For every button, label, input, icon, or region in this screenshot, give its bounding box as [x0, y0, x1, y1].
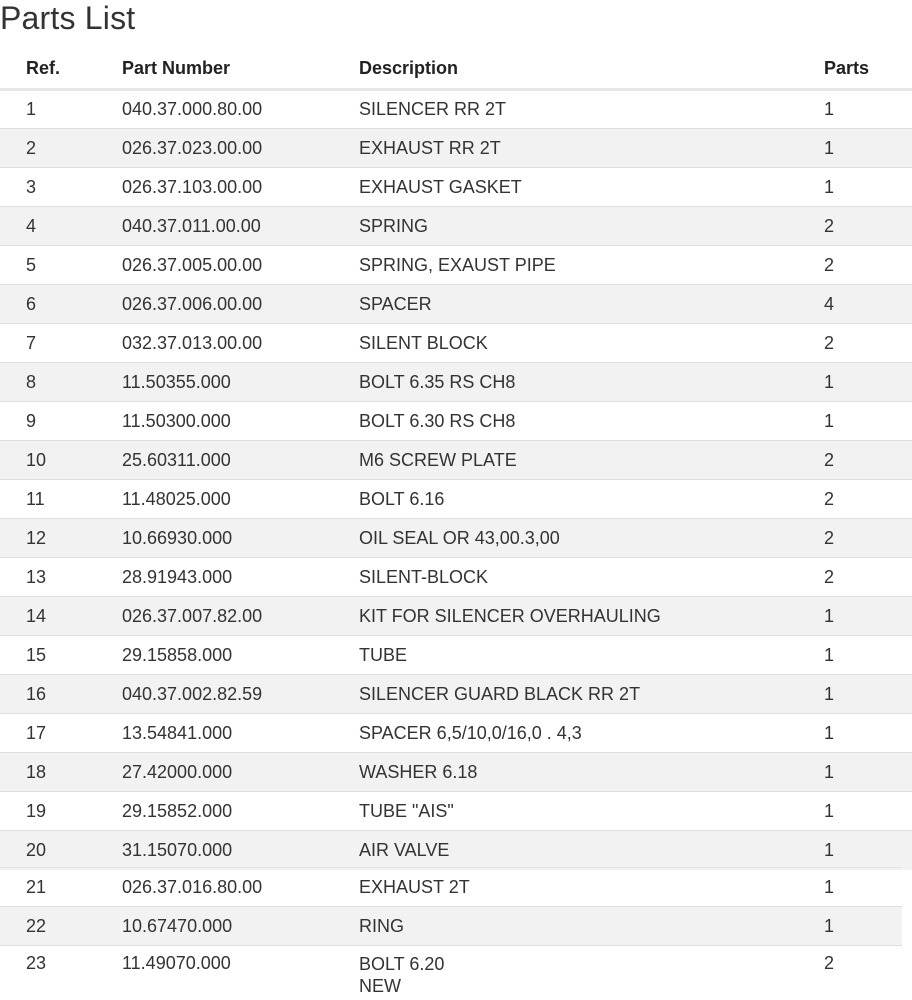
- cell-description: TUBE: [359, 644, 408, 665]
- table-row: [0, 246, 912, 285]
- cell-part-number: 11.50355.000: [122, 371, 231, 392]
- cell-description: SPACER: [359, 293, 432, 314]
- cell-description: SILENT-BLOCK: [359, 566, 489, 587]
- cell-description: SPRING, EXAUST PIPE: [359, 254, 556, 275]
- table-row: [0, 831, 912, 870]
- cell-part-number: 026.37.103.00.00: [122, 176, 263, 197]
- cell-ref: 20: [26, 839, 47, 860]
- cell-part-number: 11.50300.000: [122, 410, 231, 431]
- table-row: [0, 90, 912, 129]
- description-text: BOLT 6.20: [359, 954, 445, 974]
- cell-part-number: 032.37.013.00.00: [122, 332, 263, 353]
- cell-parts: 1: [824, 800, 835, 821]
- cell-part-number: 10.66930.000: [122, 527, 233, 548]
- cell-parts: 1: [824, 176, 835, 197]
- cell-description: BOLT 6.30 RS CH8: [359, 410, 516, 431]
- cell-description: M6 SCREW PLATE: [359, 449, 517, 470]
- cell-description: [333, 946, 798, 998]
- cell-parts: 1: [824, 644, 835, 665]
- cell-ref: 8: [26, 371, 37, 392]
- cell-ref: 9: [26, 410, 37, 431]
- cell-parts: 1: [824, 722, 835, 743]
- table-row: [0, 207, 912, 246]
- cell-description: KIT FOR SILENCER OVERHAULING: [359, 605, 661, 626]
- table-row: [0, 363, 912, 402]
- cell-ref: 21: [26, 876, 47, 897]
- cell-part-number: 25.60311.000: [122, 449, 231, 470]
- cell-part-number: 026.37.023.00.00: [122, 137, 263, 158]
- cell-ref: 4: [26, 215, 37, 236]
- cell-parts: 1: [824, 761, 835, 782]
- cell-ref: 22: [26, 915, 47, 936]
- cell-description: SILENT BLOCK: [359, 332, 488, 353]
- cell-parts: 1: [824, 410, 835, 431]
- table-row: [0, 636, 912, 675]
- cell-description: SPRING: [359, 215, 429, 236]
- cell-part-number: 026.37.007.82.00: [122, 605, 263, 626]
- cell-parts: 2: [824, 254, 835, 275]
- cell-part-number: 11.49070.000: [122, 953, 231, 973]
- table-row: [0, 597, 912, 636]
- cell-part-number: 11.48025.000: [122, 488, 231, 509]
- cell-description: TUBE "AIS": [359, 800, 454, 821]
- cell-ref: 12: [26, 527, 47, 548]
- cell-parts: 2: [824, 527, 835, 548]
- cell-ref: 15: [26, 644, 47, 665]
- cell-part-number: 026.37.016.80.00: [122, 876, 263, 897]
- table-row: [0, 558, 912, 597]
- new-note: NEW: [359, 976, 401, 996]
- cell-ref: 7: [26, 332, 37, 353]
- cell-description: EXHAUST GASKET: [359, 176, 522, 197]
- cell-parts: 2: [824, 449, 835, 470]
- header-parts: Parts: [824, 57, 870, 78]
- page-title: Parts List: [0, 0, 136, 36]
- cell-ref: 10: [26, 449, 47, 470]
- cell-part-number: 040.37.000.80.00: [122, 99, 263, 119]
- cell-ref: 16: [26, 683, 47, 704]
- cell-ref: 14: [26, 605, 47, 626]
- table-row: [0, 480, 912, 519]
- cell-ref: 11: [26, 488, 45, 509]
- table-row: [0, 441, 912, 480]
- cell-part-number: 040.37.002.82.59: [122, 683, 263, 704]
- cell-ref: 18: [26, 761, 47, 782]
- cell-description: SILENCER GUARD BLACK RR 2T: [359, 683, 641, 704]
- cell-part-number: 026.37.005.00.00: [122, 254, 263, 275]
- table-row: [0, 402, 912, 441]
- cell-parts: 2: [824, 332, 835, 353]
- table-row: [0, 714, 912, 753]
- table-row: [0, 324, 912, 363]
- cell-description: RING: [359, 915, 404, 936]
- cell-parts: 1: [824, 876, 835, 897]
- cell-part-number: 040.37.011.00.00: [122, 215, 261, 236]
- cell-part-number: 29.15858.000: [122, 644, 233, 665]
- table-row: [0, 792, 912, 831]
- parts-table-continued: [0, 867, 902, 997]
- cell-parts: 1: [824, 915, 835, 936]
- cell-description: EXHAUST 2T: [359, 876, 470, 897]
- cell-ref: 23: [26, 953, 47, 973]
- cell-ref: 5: [26, 254, 37, 275]
- header-ref: Ref.: [26, 57, 61, 78]
- cell-description: WASHER 6.18: [359, 761, 478, 782]
- cell-parts: 1: [824, 137, 835, 158]
- table-header-row: [0, 48, 912, 90]
- cell-description: SILENCER RR 2T: [359, 99, 507, 119]
- cell-parts: 2: [824, 215, 835, 236]
- table-row: [0, 907, 902, 946]
- table-row: [0, 753, 912, 792]
- cell-parts: 1: [824, 839, 835, 860]
- cell-parts: 4: [824, 293, 835, 314]
- table-row: [0, 946, 902, 998]
- cell-ref: 6: [26, 293, 37, 314]
- cell-parts: 2: [824, 953, 835, 973]
- cell-ref: 19: [26, 800, 47, 821]
- cell-part-number: 28.91943.000: [122, 566, 233, 587]
- cell-description: BOLT 6.16: [359, 488, 445, 509]
- header-description: Description: [359, 57, 459, 78]
- cell-part-number: 026.37.006.00.00: [122, 293, 263, 314]
- cell-ref: 3: [26, 176, 37, 197]
- cell-parts: 2: [824, 566, 835, 587]
- cell-description: SPACER 6,5/10,0/16,0 . 4,3: [359, 722, 582, 743]
- cell-ref: 17: [26, 722, 47, 743]
- cell-description: OIL SEAL OR 43,00.3,00: [359, 527, 560, 548]
- parts-table: [0, 48, 912, 870]
- table-row: [0, 675, 912, 714]
- cell-description: BOLT 6.35 RS CH8: [359, 371, 516, 392]
- cell-ref: 1: [26, 99, 37, 119]
- cell-parts: 1: [824, 605, 835, 626]
- cell-parts: 1: [824, 371, 835, 392]
- cell-part-number: 29.15852.000: [122, 800, 233, 821]
- table-row: [0, 168, 912, 207]
- cell-part-number: 10.67470.000: [122, 915, 233, 936]
- cell-part-number: 13.54841.000: [122, 722, 233, 743]
- cell-part-number: 31.15070.000: [122, 839, 233, 860]
- cell-part-number: 27.42000.000: [122, 761, 233, 782]
- cell-parts: 2: [824, 488, 835, 509]
- table-row: [0, 129, 912, 168]
- cell-description: AIR VALVE: [359, 839, 450, 860]
- cell-description: EXHAUST RR 2T: [359, 137, 501, 158]
- cell-parts: 1: [824, 99, 835, 119]
- table-row: [0, 868, 902, 907]
- table-row: [0, 519, 912, 558]
- cell-ref: 2: [26, 137, 37, 158]
- table-row: [0, 285, 912, 324]
- header-part-number: Part Number: [122, 57, 231, 78]
- cell-parts: 1: [824, 683, 835, 704]
- cell-ref: 13: [26, 566, 47, 587]
